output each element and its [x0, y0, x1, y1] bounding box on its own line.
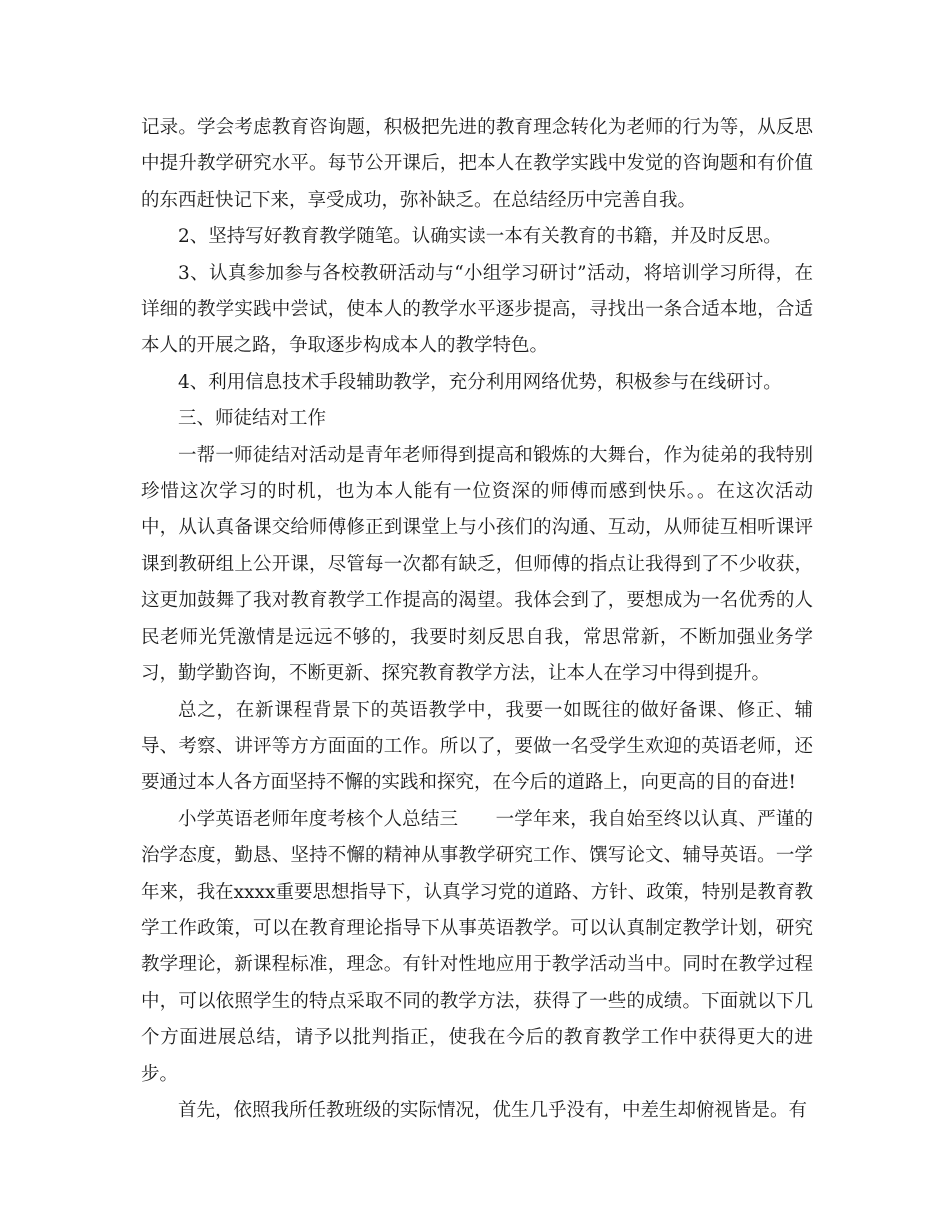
paragraph-9: 首先，依照我所任教班级的实际情况，优生几乎没有，中差生却俯视皆是。有 [178, 1099, 808, 1121]
paragraph-7: 总之，在新课程背景下的英语教学中，我要一如既往的做好备课、修正、辅导、考察、讲评等方方面面的工作。所以了，要做一名受学生欢迎的英语老师，还要通过本人各方面坚持不懈的实践和探究，在今后的道路上，向更高的目的奋进! [141, 699, 813, 794]
paragraph-4: 4、利用信息技术手段辅助教学，充分利用网络优势，积极参与在线研讨。 [178, 371, 782, 393]
paragraph-8: 小学英语老师年度考核个人总结三 一学年来，我自始至终以认真、严谨的治学态度，勤恳、坚持不懈的精神从事教学研究工作、馔写论文、辅导英语。一学年来，我在xxxx重要思想指导下，认真学习党的道路、方针、政策，特别是教育教学工作政策，可以在教育理论指导下从事英语教学。可以认真制定教学计划，研究教学理论，新课程标准，理念。有针对性地应用于教学活动当中。同时在教学过程中，可以依照学生的特点采取不同的教学方法，获得了一些的成绩。下面就以下几个方面进展总结，请予以批判指正，使我在今后的教育教学工作中获得更大的进步。 [141, 808, 813, 1085]
paragraph-1: 记录。学会考虑教育咨询题，积极把先进的教育理念转化为老师的行为等，从反思中提升教学研究水平。每节公开课后，把本人在教学实践中发觉的咨询题和有价值的东西赶快记下来，享受成功，弥补缺乏。在总结经历中完善自我。 [141, 117, 813, 211]
paragraph-3: 3、认真参加参与各校教研活动与“小组学习研讨”活动，将培训学习所得，在详细的教学实践中尝试，使本人的教学水平逐步提高，寻找出一条合适本地，合适本人的开展之路，争取逐步构成本人的教学特色。 [141, 262, 813, 357]
paragraph-6: 一帮一师徒结对活动是青年老师得到提高和锻炼的大舞台，作为徒弟的我特别珍惜这次学习的时机，也为本人能有一位资深的师傅而感到快乐。。在这次活动中，从认真备课交给师傅修正到课堂上与小孩们的沟通、互动，从师徒互相听课评课到教研组上公开课，尽管每一次都有缺乏，但师傅的指点让我得到了不少收获，这更加鼓舞了我对教育教学工作提高的渴望。我体会到了，要想成为一名优秀的人民老师光凭激情是远远不够的，我要时刻反思自我，常思常新，不断加强业务学习，勤学勤咨询，不断更新、探究教育教学方法，让本人在学习中得到提升。 [141, 444, 813, 685]
section-heading-mentorship: 三、师徒结对工作 [178, 408, 327, 430]
paragraph-2: 2、坚持写好教育教学随笔。认确实读一本有关教育的书籍，并及时反思。 [178, 226, 782, 248]
document-body [141, 110, 813, 1129]
